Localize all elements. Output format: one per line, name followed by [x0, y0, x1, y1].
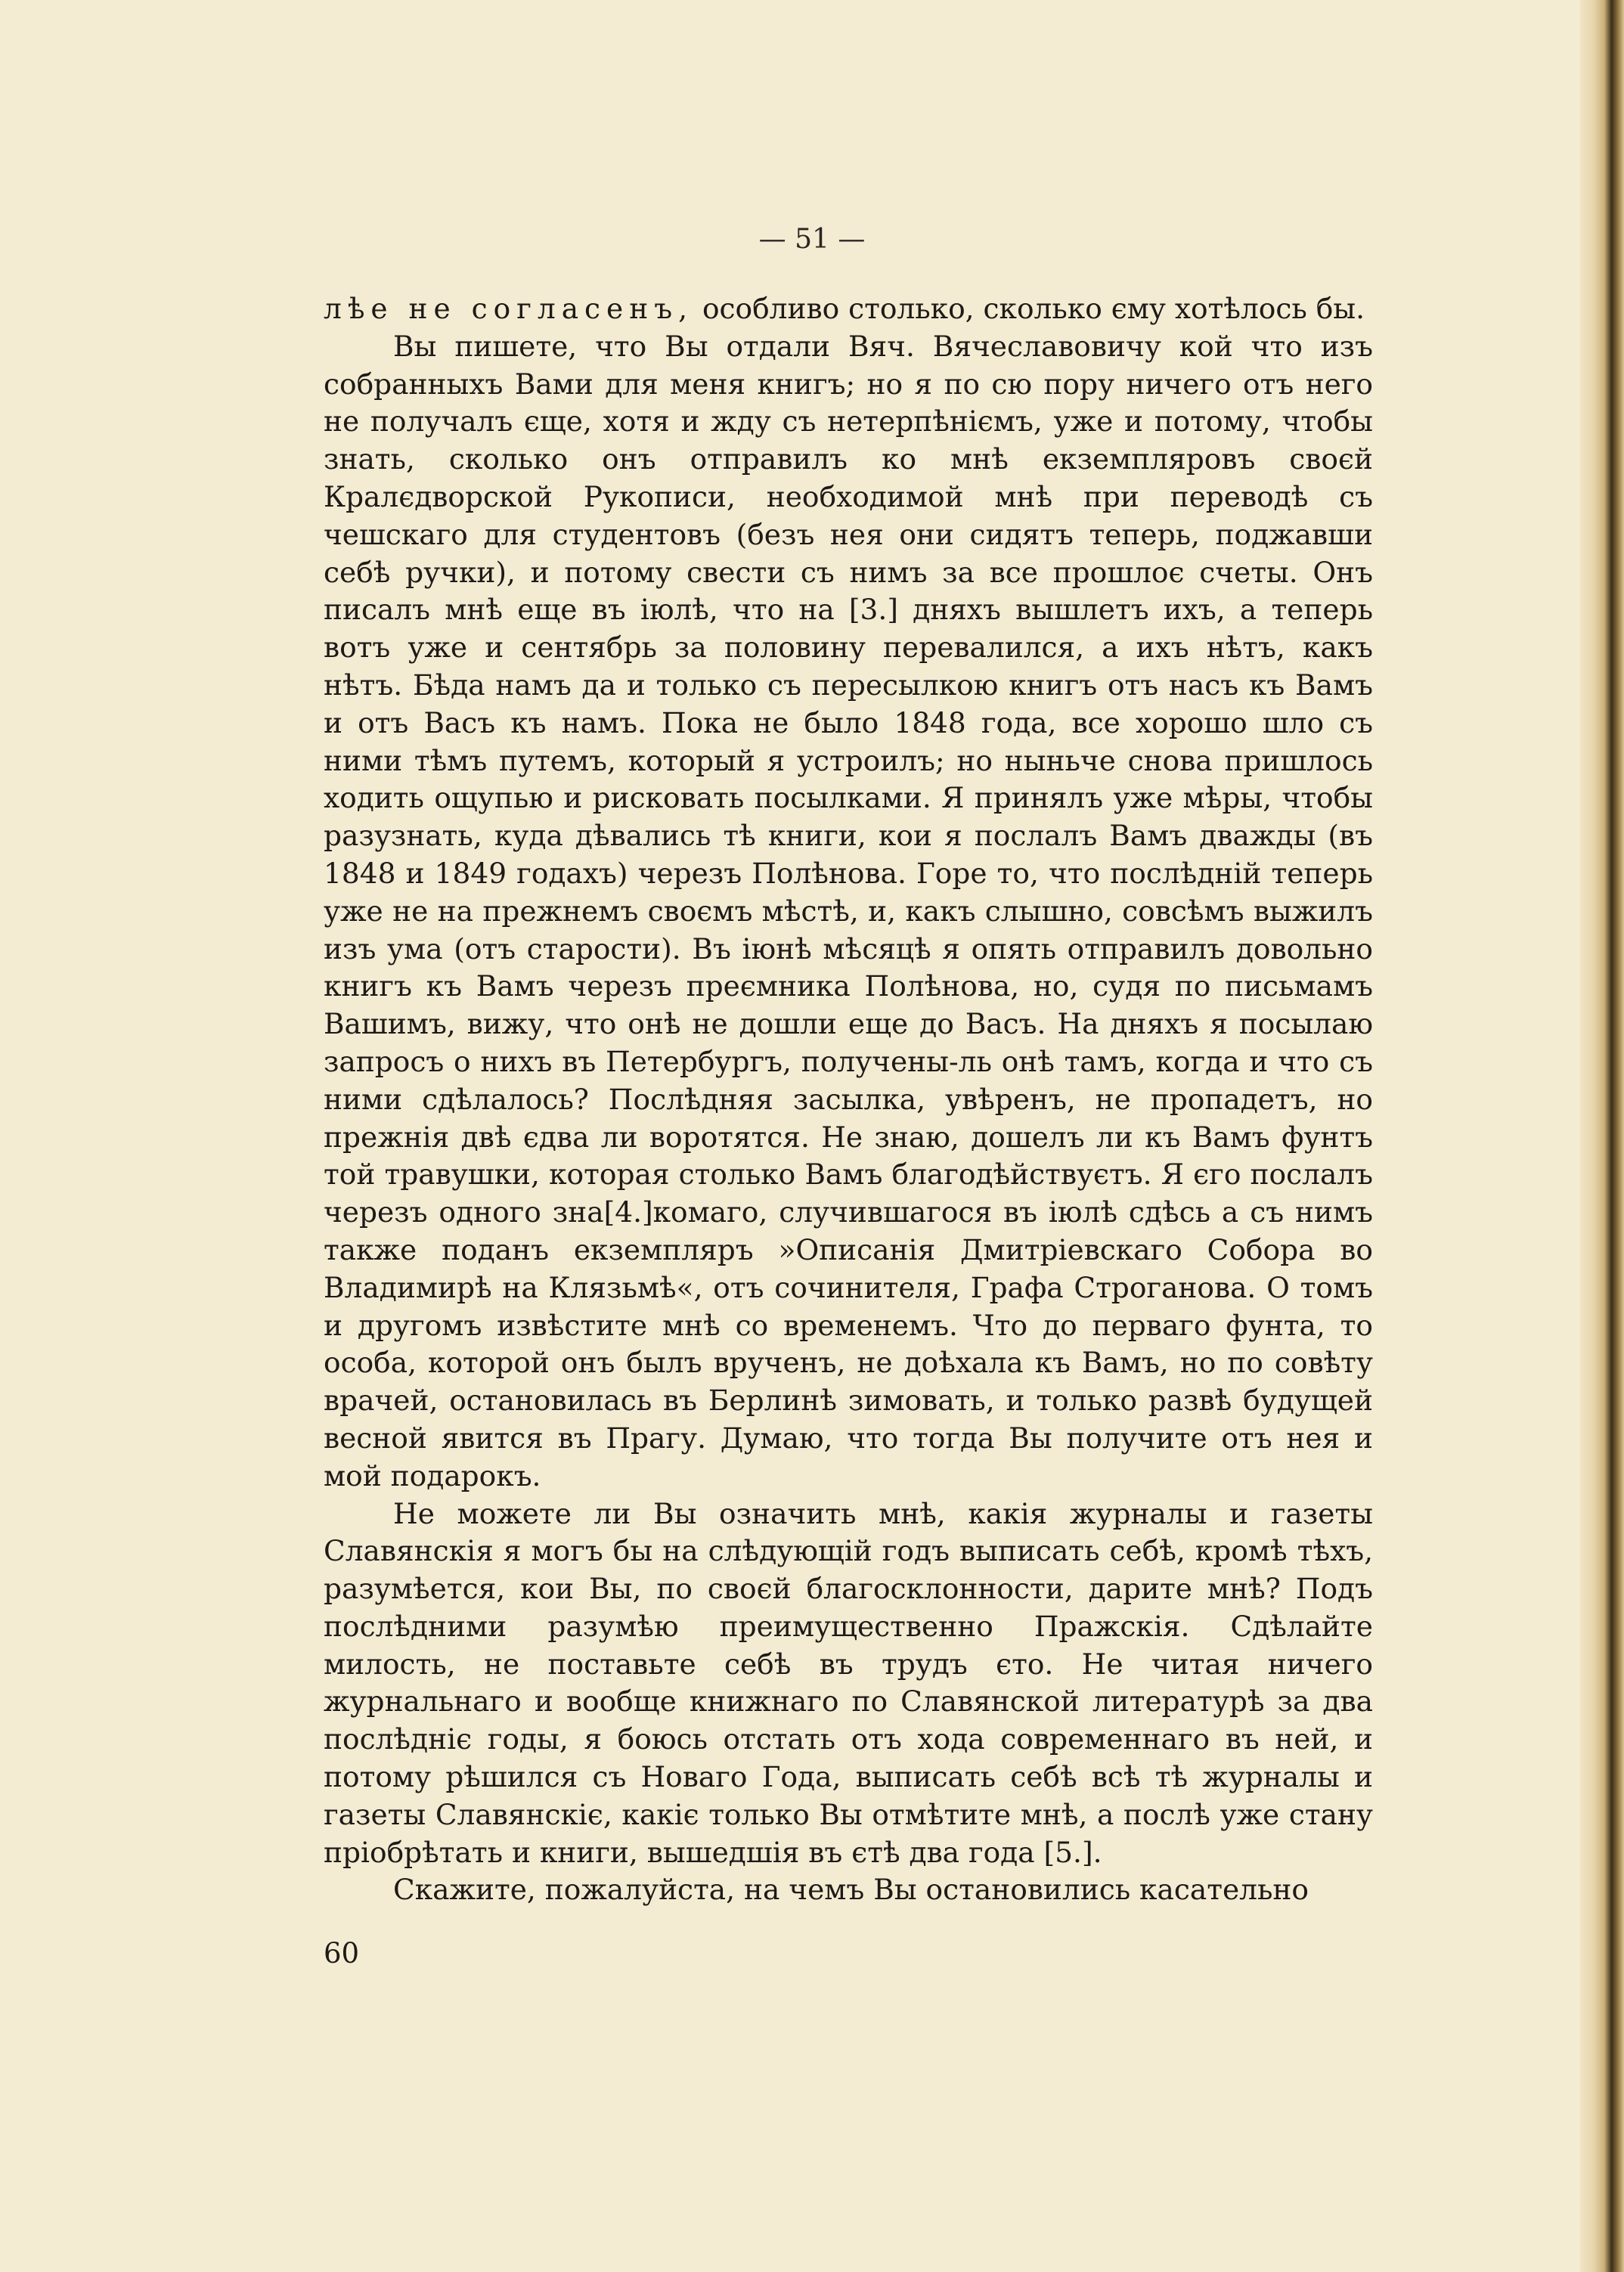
- letter-text: [324, 290, 1373, 1909]
- spaced-emphasis: лѣе не согласенъ,: [324, 292, 694, 325]
- paragraph-continuation: [324, 290, 1373, 328]
- page-number: — 51 —: [758, 224, 866, 255]
- paragraph-books: Вы пишете, что Вы отдали Вяч. Вячеславовичу кой что изъ собранныхъ Вами для меня книгъ; но я по сю пору ничего отъ него не получалъ єще, хотя и жду съ нетерпѣніємъ, уже и потому, чтобы знать, сколько онъ отправилъ ко мнѣ екземпляровъ своєй Кралєдворской Рукописи, необходимой мнѣ при переводѣ съ чешскаго для студентовъ (безъ нея они сидятъ теперь, поджавши себѣ ручки), и потому свести съ нимъ за все прошлоє счеты. Онъ писалъ мнѣ еще въ іюлѣ, что на [3.] дняхъ вышлетъ ихъ, а теперь вотъ уже и сентябрь за половину перевалился, а ихъ нѣтъ, какъ нѣтъ. Бѣда намъ да и только съ пересылкою книгъ отъ насъ къ Вамъ и отъ Васъ къ намъ. Пока не было 1848 года, все хорошо шло съ ними тѣмъ путемъ, который я устроилъ; но ныньче снова пришлось ходить ощупью и рисковать посылками. Я принялъ уже мѣры, чтобы разузнать, куда дѣвались тѣ книги, кои я послалъ Вамъ дважды (въ 1848 и 1849 годахъ) черезъ Полѣнова. Горе то, что послѣдній теперь уже не на прежнемъ своємъ мѣстѣ, и, какъ слышно, совсѣмъ выжилъ изъ ума (отъ старости). Въ іюнѣ мѣсяцѣ я опять отправилъ довольно книгъ къ Вамъ черезъ преємника Полѣнова, но, судя по письмамъ Вашимъ, вижу, что онѣ не дошли еще до Васъ. На дняхъ я посылаю запросъ о нихъ въ Петербургъ, получены-ль онѣ тамъ, когда и что съ ними сдѣлалось? Послѣдняя засылка, увѣренъ, не пропадетъ, но прежнія двѣ єдва ли воротятся. Не знаю, дошелъ ли къ Вамъ фунтъ той травушки, которая столько Вамъ благодѣйствуєтъ. Я єго послалъ черезъ одного зна[4.]комаго, случившагося въ іюлѣ сдѣсь а съ нимъ также поданъ екземпляръ »Описанія Дмитріевскаго Собора во Владимирѣ на Клязьмѣ«, отъ сочинителя, Графа Строганова. О томъ и другомъ извѣстите мнѣ со временемъ. Что до перваго фунта, то особа, которой онъ былъ врученъ, не доѣхала къ Вамъ, но по совѣту врачей, остановилась въ Берлинѣ зимовать, и только развѣ будущей весной явится въ Прагу. Думаю, что тогда Вы получите отъ нея и мой подарокъ.: [324, 329, 1373, 1492]
- paragraph-final: Скажите, пожалуйста, на чемъ Вы остановились касательно: [393, 1873, 1309, 1907]
- paragraph-journals: Не можете ли Вы означить мнѣ, какія журналы и газеты Славянскія я могъ бы на слѣдующій годъ выписать себѣ, кромѣ тѣхъ, разумѣется, кои Вы, по своєй благосклонности, дарите мнѣ? Подъ послѣдними разумѣю преимущественно Пражскія. Сдѣлайте милость, не поставьте себѣ въ трудъ єто. Не читая ничего журнальнаго и вообще книжнаго по Славянской литературѣ за два послѣдніє годы, я боюсь отстать отъ хода современнаго въ ней, и потому рѣшился съ Новаго Года, выписать себѣ всѣ тѣ журналы и газеты Славянскіє, какіє только Вы отмѣтите мнѣ, а послѣ уже стану пріобрѣтать и книги, вышедшія въ єтѣ два года [5.].: [324, 1496, 1373, 1869]
- printer-signature-mark: 60: [324, 1937, 360, 1970]
- book-spine-shadow: [1580, 0, 1624, 2272]
- paragraph-text: особливо столько, сколько єму хотѣлось бы.: [693, 292, 1365, 325]
